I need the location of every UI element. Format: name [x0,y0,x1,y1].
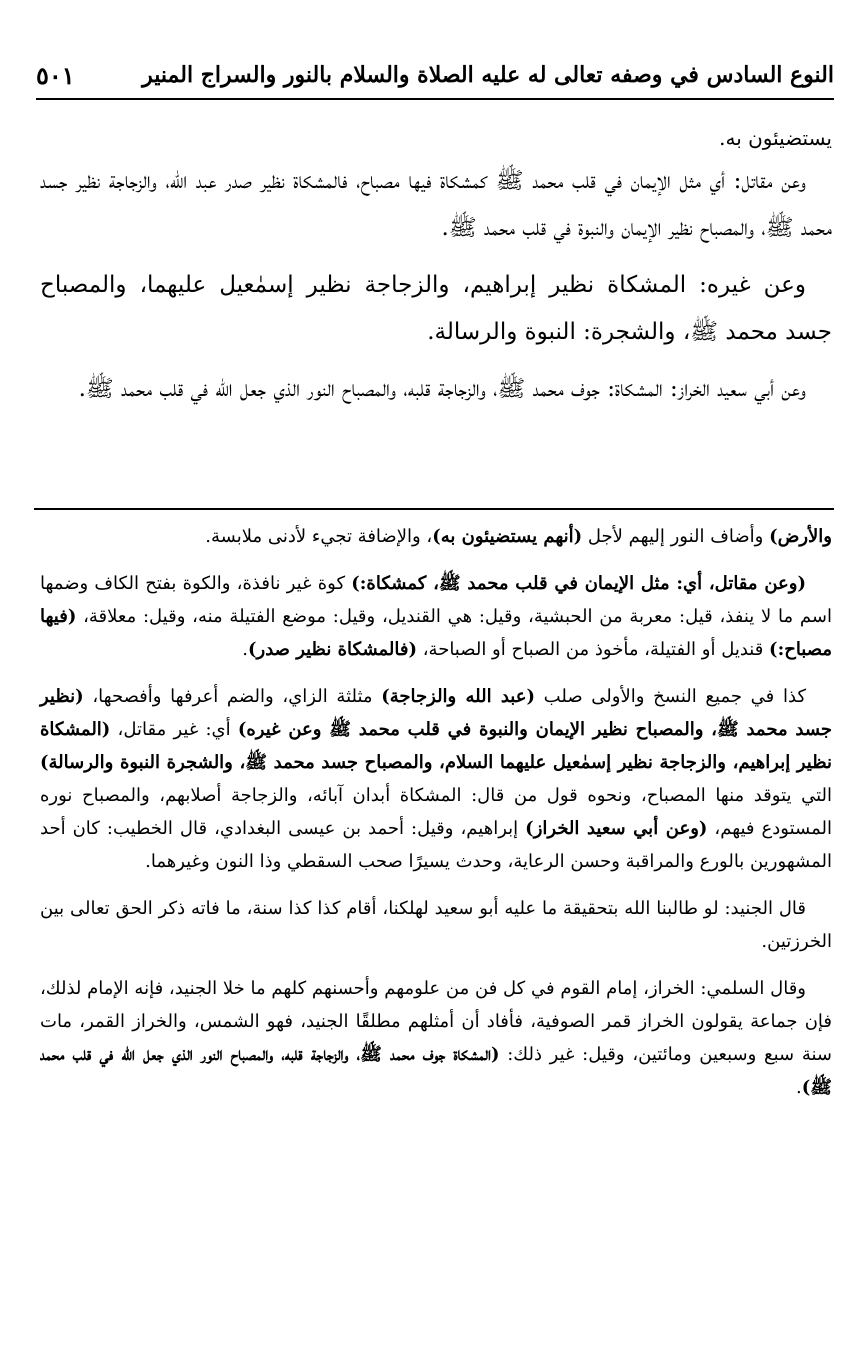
page-number: ٥٠١ [36,60,75,90]
main-paragraph-2: وعن غيره: المشكاة نظير إبراهيم، والزجاجة نظير إسمٰعيل عليهما، والمصباح جسد محمد ﷺ، والشجرة: النبوة والرسالة. [40,272,832,345]
commentary-paragraph-1 [40,520,832,553]
commentary-text [40,520,832,1118]
quoted-text: (نظير جسد محمد ﷺ، والمصباح نظير الإيمان والنبوة في قلب محمد ﷺ وعن غيره) [40,686,833,740]
commentary-paragraph-4: قال الجنيد: لو طالبنا الله بتحقيقة ما عليه أبو سعيد لهلكنا، أقام كذا كذا سنة، ما فاته ذكر الحق تعالى بين الخرزتين. [40,898,832,952]
commentary-text-span: وقال السلمي: الخراز، إمام القوم في كل فن من علومهم وأحسنهم كلهم ما خلا الجنيد، فإنه الإمام لذلك، فإن جماعة يقولون الخراز قمر الصوفية، فأفاد أن أمثلهم مطلقًا الجنيد، فهو الشمس، والخراز القمر، مات سنة سبع وسبعين ومائتين، وقيل: غير ذلك: [40,978,832,1065]
commentary-text-span: . [242,639,248,660]
commentary-text-span: أي: غير مقاتل، [110,719,238,740]
quoted-text: (وعن أبي سعيد الخراز) [525,818,708,839]
commentary-text-span: . [796,1077,802,1098]
quoted-text: والأرض) [769,526,832,547]
commentary-text-span: التي يتوقد منها المصباح، ونحوه قول من قال: المشكاة أبدان آبائه، والزجاجة أصلابهم، والمصباح نوره المستودع فيهم، [40,785,832,839]
quoted-text: (المشكاة جوف محمد ﷺ، والزجاجة قلبه، والمصباح النور الذي جعل الله في قلب محمد ﷺ) [40,1044,832,1098]
commentary-text-span: كوة غير نافذة، والكوة بفتح الكاف وضمها اسم ما لا ينفذ، قيل: معربة من الحبشية، وقيل: هي القنديل، وقيل: موضع الفتيلة منه، وقيل: معلاقة، [40,573,832,627]
header-title: النوع السادس في وصفه تعالى له عليه الصلاة والسلام بالنور والسراج المنير [142,62,834,88]
section-divider [34,508,834,510]
quoted-text: (فيها مصباح:) [40,606,832,660]
main-text [40,118,832,423]
quoted-text: (عبد الله والزجاجة) [381,686,535,707]
commentary-text-span: مثلثة الزاي، والضم أعرفها وأفصحها، [83,686,382,707]
quoted-text: (المشكاة نظير إبراهيم، والزجاجة نظير إسمٰعيل عليهما السلام، والمصباح جسد محمد ﷺ، والشجرة النبوة والرسالة) [40,719,832,773]
commentary-paragraph-3 [40,680,832,878]
commentary-text-span: قنديل أو الفتيلة، مأخوذ من الصباح أو الصباحة، [417,639,770,660]
main-paragraph-1: وعن مقاتل: أي مثل الإيمان في قلب محمد ﷺ كمشكاة فيها مصباح، فالمشكاة نظير صدر عبد الله، والزجاجة نظير جسد محمد ﷺ، والمصباح نظير الإيمان والنبوة في قلب محمد ﷺ. [40,168,832,241]
main-paragraph-0: يستضيئون به. [719,126,832,150]
quoted-text: (وعن مقاتل، أي: مثل الإيمان في قلب محمد ﷺ، كمشكاة:) [351,573,806,594]
quoted-text: (أنهم يستضيئون به) [432,526,583,547]
commentary-text-span: إبراهيم، وقيل: أحمد بن عيسى البغدادي، قال الخطيب: كان أحد المشهورين بالورع والمراقبة وحسن الرعاية، وحدث يسيرًا صحب السقطي وذا النون وغيرهما. [40,818,832,872]
commentary-text-span: كذا في جميع النسخ والأولى صلب [534,686,807,707]
commentary-paragraph-5 [40,972,832,1104]
commentary-text-span: ، والإضافة تجيء لأدنى ملابسة. [205,526,433,547]
main-paragraph-3: وعن أبي سعيد الخراز: المشكاة: جوف محمد ﷺ، والزجاجة قلبه، والمصباح النور الذي جعل الله في قلب محمد ﷺ. [78,376,806,402]
commentary-text-span: وأضاف النور إليهم لأجل [582,526,770,547]
commentary-paragraph-2 [40,567,832,666]
running-header [36,52,834,100]
quoted-text: (فالمشكاة نظير صدر) [247,639,418,660]
